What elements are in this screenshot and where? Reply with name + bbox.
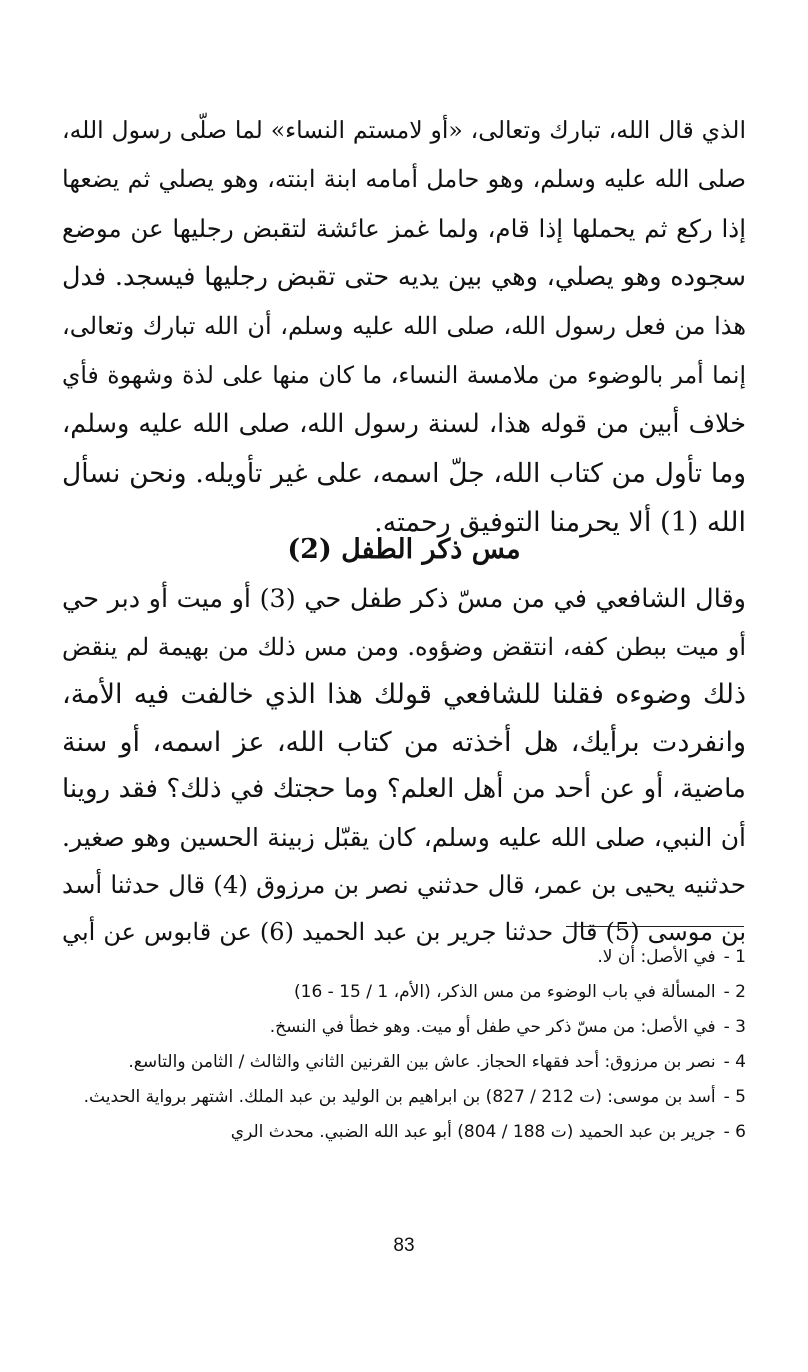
section-heading: مس ذكر الطفل (2) [287,534,521,565]
footnote [56,1045,746,1080]
text-line: سجوده وهو يصلي، وهي بين يديه حتى تقبض رجليها فيسجد. فدل [62,262,746,292]
paragraph-1 [62,106,746,547]
footnote-number: 5 - [723,1087,746,1107]
text-line: وانفردت برأيك، هل أخذته من كتاب الله، عز اسمه، أو سنة [62,726,746,758]
footnote-text: نصر بن مرزوق: أحد فقهاء الحجاز. عاش بين القرنين الثاني والثالث / الثامن والتاسع. [128,1052,716,1072]
text-line: أن النبي، صلى الله عليه وسلم، كان يقبّل زبينة الحسين وهو صغير. [62,822,746,852]
text-line: صلى الله عليه وسلم، وهو حامل أمامه ابنة ابنته، وهو يصلي ثم يضعها [62,165,746,193]
text-line: حدثنيه يحيى بن عمر، قال حدثني نصر بن مرزوق (4) قال حدثنا أسد [62,870,746,899]
text-line: ذلك وضوءه فقلنا للشافعي قولك هذا الذي خالفت فيه الأمة، [62,679,746,710]
footnotes [56,940,746,1150]
paragraph-2 [62,576,746,956]
footnote-text: جرير بن عبد الحميد (ت 188 / 804) أبو عبد الله الضبي. محدث الري [230,1122,716,1142]
footnote-number: 3 - [723,1017,746,1037]
text-line: أو ميت ببطن كفه، انتقض وضؤوه. ومن مس ذلك من بهيمة لم ينقض [62,632,746,661]
footnote-text: أسد بن موسى: (ت 212 / 827) بن ابراهيم بن الوليد بن عبد الملك. اشتهر برواية الحديث. [83,1087,716,1107]
footnote [56,1080,746,1115]
footnote-number: 1 - [723,947,746,967]
text-line: بن موسى (5) قال حدثنا جرير بن عبد الحميد (6) عن قابوس عن أبي [62,917,746,946]
text-line: إنما أمر بالوضوء من ملامسة النساء، ما كان منها على لذة وشهوة فأي [62,361,746,389]
footnote [56,1010,746,1045]
text-line: ماضية، أو عن أحد من أهل العلم؟ وما حجتك في ذلك؟ فقد روينا [62,774,746,804]
footnote [56,1115,746,1150]
text-line: الله (1) ألا يحرمنا التوفيق رحمته. [374,507,746,538]
footnote-text: في الأصل: أن لا. [597,947,716,967]
text-line: وما تأول من كتاب الله، جلّ اسمه، على غير تأويله. ونحن نسأل [62,458,746,489]
text-line: وقال الشافعي في من مسّ ذكر طفل حي (3) أو ميت أو دبر حي [62,584,746,614]
footnote-number: 4 - [723,1052,746,1072]
text-line: إذا ركع ثم يحملها إذا قام، ولما غمز عائشة لتقبض رجليها عن موضع [62,214,746,243]
footnote-separator [566,926,744,927]
text-line: الذي قال الله، تبارك وتعالى، «أو لامستم النساء» لما صلّى رسول الله، [62,116,746,144]
footnote-number: 6 - [723,1122,746,1142]
page-number: 83 [393,1235,415,1256]
text-line: هذا من فعل رسول الله، صلى الله عليه وسلم، أن الله تبارك وتعالى، [62,312,746,340]
footnote [56,975,746,1010]
footnote-text: المسألة في باب الوضوء من مس الذكر، (الأم، 1 / 15 - 16) [293,982,716,1002]
footnote-number: 2 - [723,982,746,1002]
text-line: خلاف أبين من قوله هذا، لسنة رسول الله، صلى الله عليه وسلم، [62,409,746,439]
footnote [56,940,746,975]
footnote-text: في الأصل: من مسّ ذكر حي طفل أو ميت. وهو خطأ في النسخ. [269,1017,716,1037]
